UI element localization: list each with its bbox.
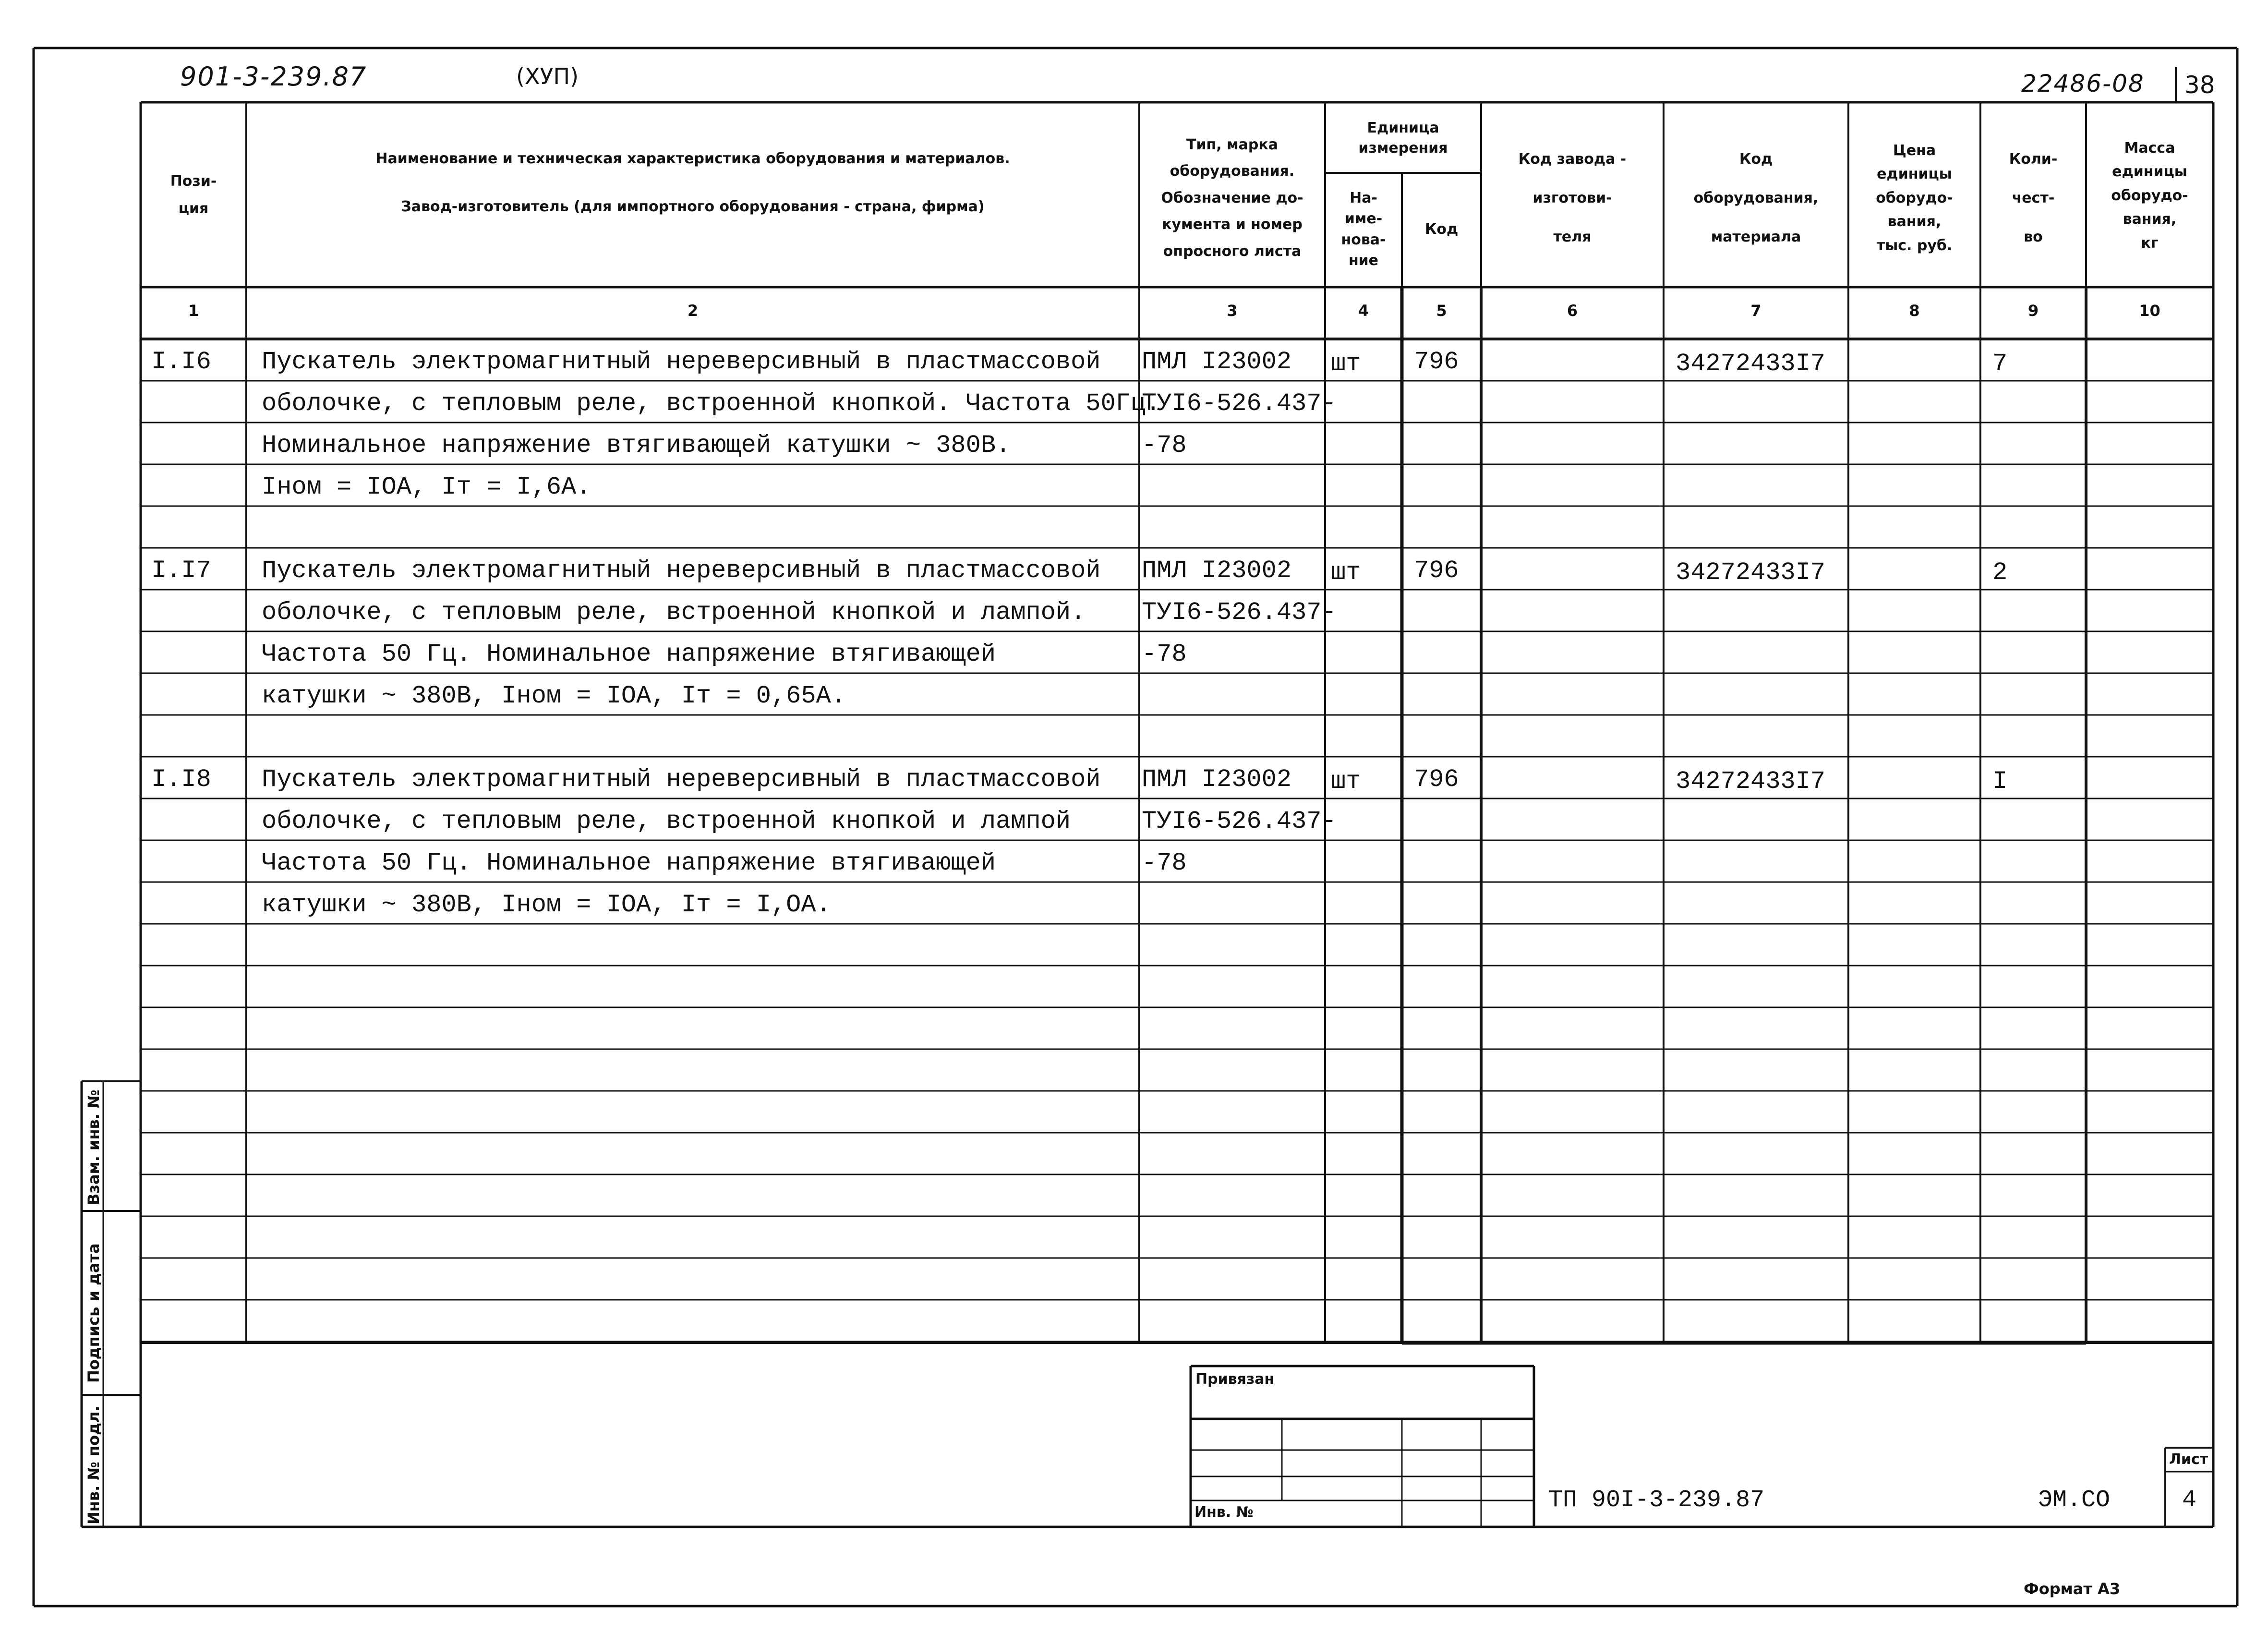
item-description-line: оболочке, с тепловым реле, встроенной кнопкой и лампой (262, 807, 1071, 835)
item-description-line: Пускатель электромагнитный нереверсивный в пластмассовой (262, 765, 1101, 794)
side-label-vzam: Взам. инв. № (84, 1089, 103, 1205)
item-description-line: катушки ~ 380В, Iном = IОА, Iт = 0,65А. (262, 682, 846, 710)
item-equipment-code: 34272433I7 (1676, 767, 1826, 796)
column-number: 7 (1750, 302, 1761, 320)
page-number: 38 (2184, 71, 2215, 99)
header-position: Пози- ция (170, 172, 217, 217)
item-unit-code: 796 (1414, 348, 1459, 376)
item-type-line: ПМЛ I23002 (1142, 556, 1292, 585)
column-number: 1 (188, 302, 199, 320)
stamp-sheet-label: Лист (2169, 1451, 2208, 1468)
item-description-line: Пускатель электромагнитный нереверсивный в пластмассовой (262, 556, 1101, 585)
header-unit-group: Единица измерения (1358, 119, 1448, 157)
item-description-line: Частота 50 Гц. Номинальное напряжение втягивающей (262, 849, 996, 877)
item-unit: шт (1331, 767, 1361, 796)
header-mass: Масса единицы оборудо- вания, кг (2111, 139, 2188, 252)
item-type-line: ТУI6-526.437- (1142, 598, 1337, 627)
header-type: Тип, марка оборудования. Обозначение до- кумента и номер опросного листа (1161, 136, 1303, 260)
item-type-line: -78 (1142, 849, 1187, 877)
item-type-line: ТУI6-526.437- (1142, 389, 1337, 418)
archive-number: 22486-08 (2021, 70, 2145, 97)
header-price: Цена единицы оборудо- вания, тыс. руб. (1876, 142, 1953, 254)
item-quantity: 2 (1992, 558, 2008, 587)
column-number: 8 (1909, 302, 1920, 320)
column-number: 4 (1358, 302, 1369, 320)
header-factory-code: Код завода - изготови- теля (1518, 151, 1627, 245)
stamp-sheet-number: 4 (2182, 1487, 2197, 1514)
item-description-line: Iном = IОА, Iт = I,6А. (262, 473, 591, 501)
stamp-privyazan: Привязан (1195, 1371, 1275, 1388)
header-name-line2: Завод-изготовитель (для импортного оборудования - страна, фирма) (401, 198, 985, 215)
item-unit: шт (1331, 350, 1361, 378)
item-unit: шт (1331, 558, 1361, 587)
column-number: 10 (2139, 302, 2160, 320)
item-type-line: ТУI6-526.437- (1142, 807, 1337, 835)
format-label: Формат А3 (2024, 1580, 2121, 1598)
header-equipment-code: Код оборудования, материала (1693, 151, 1819, 245)
item-quantity: 7 (1992, 350, 2008, 378)
item-type-line: -78 (1142, 431, 1187, 460)
item-description-line: оболочке, с тепловым реле, встроенной кнопкой. Частота 50Гц. (262, 389, 1161, 418)
stamp-document: ТП 90I-3-239.87 (1548, 1487, 1765, 1514)
item-equipment-code: 34272433I7 (1676, 350, 1826, 378)
stamp-inv-no: Инв. № (1194, 1504, 1254, 1521)
section-label: (ХУП) (516, 63, 579, 89)
header-unit-code: Код (1424, 221, 1459, 238)
item-type-line: ПМЛ I23002 (1142, 348, 1292, 376)
item-description-line: оболочке, с тепловым реле, встроенной кнопкой и лампой. (262, 598, 1086, 627)
column-number: 6 (1567, 302, 1578, 320)
stamp-mark: ЭМ.СО (2038, 1487, 2111, 1514)
item-type-line: -78 (1142, 640, 1187, 668)
side-label-podpis: Подпись и дата (84, 1243, 103, 1383)
item-type-line: ПМЛ I23002 (1142, 765, 1292, 794)
item-position: I.I6 (151, 348, 211, 376)
column-number: 3 (1227, 302, 1238, 320)
item-description-line: Номинальное напряжение втягивающей катушки ~ 380В. (262, 431, 1011, 460)
item-description-line: Частота 50 Гц. Номинальное напряжение втягивающей (262, 640, 996, 668)
item-unit-code: 796 (1414, 765, 1459, 794)
column-number: 5 (1436, 302, 1447, 320)
header-quantity: Коли- чест- во (2009, 151, 2058, 245)
header-name-line1: Наименование и техническая характеристика оборудования и материалов. (375, 150, 1010, 167)
item-position: I.I8 (151, 765, 211, 794)
item-position: I.I7 (151, 556, 211, 585)
item-equipment-code: 34272433I7 (1676, 558, 1826, 587)
column-number: 9 (2027, 302, 2039, 320)
item-description-line: катушки ~ 380В, Iном = IОА, Iт = I,ОА. (262, 891, 831, 919)
doc-code-handwritten: 901-3-239.87 (180, 61, 367, 92)
header-unit-name: На- име- нова- ние (1341, 189, 1386, 269)
side-label-inv: Инв. № подл. (84, 1405, 103, 1524)
item-unit-code: 796 (1414, 556, 1459, 585)
item-quantity: I (1992, 767, 2008, 796)
item-description-line: Пускатель электромагнитный нереверсивный в пластмассовой (262, 348, 1101, 376)
column-number: 2 (687, 302, 699, 320)
